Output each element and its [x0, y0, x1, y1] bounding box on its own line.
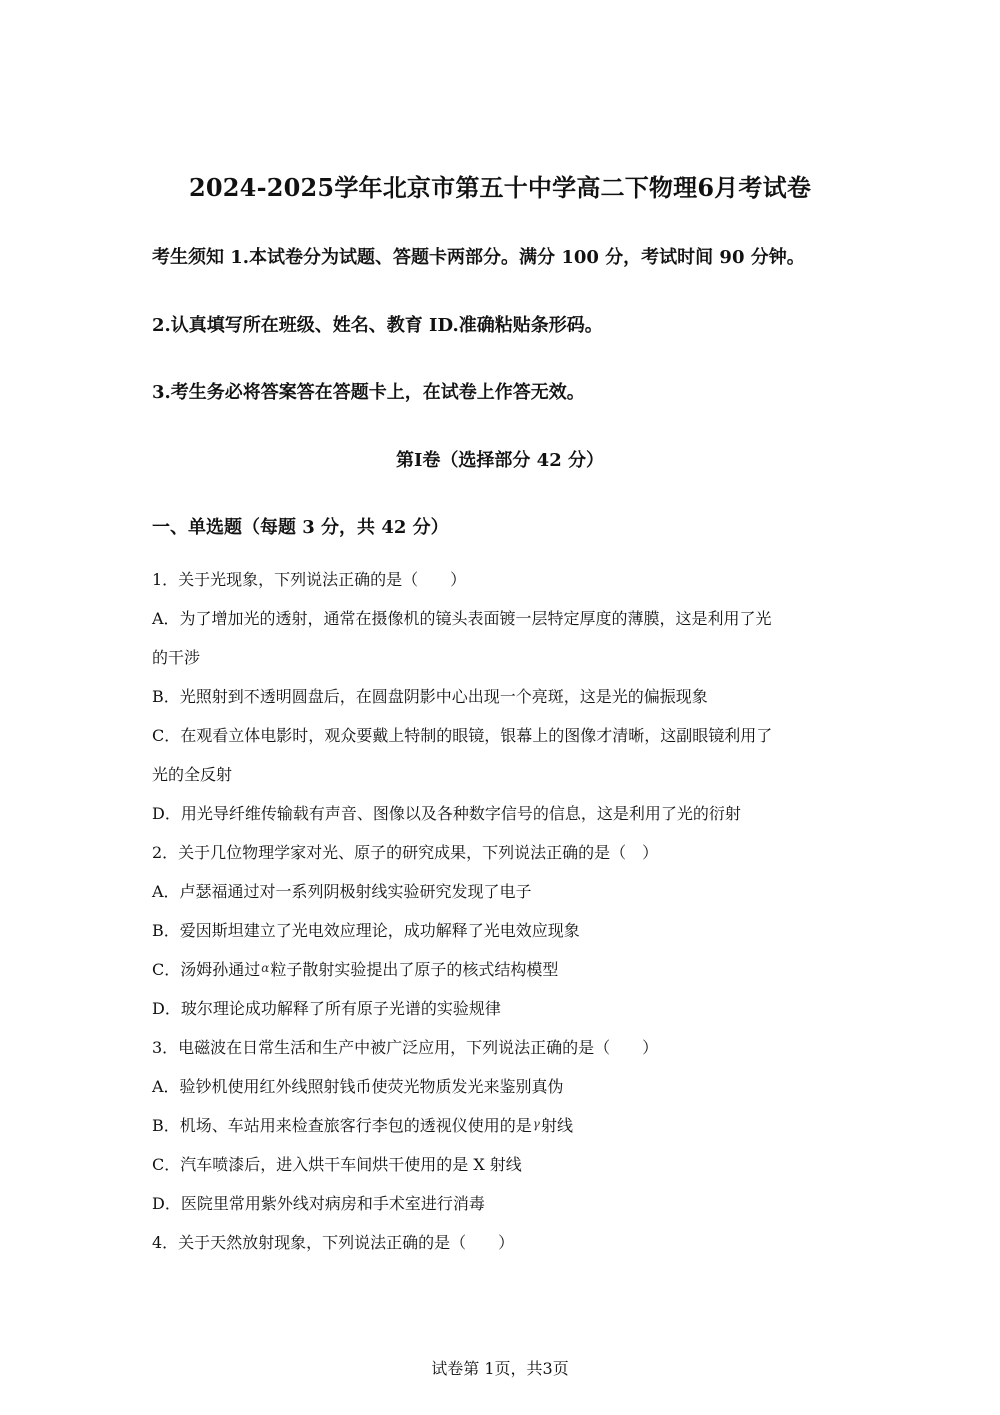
question-3-stem: 3．电磁波在日常生活和生产中被广泛应用，下列说法正确的是（ ）	[152, 1038, 659, 1057]
question-2-option-d: D．玻尔理论成功解释了所有原子光谱的实验规律	[152, 999, 501, 1018]
question-3-option-b-suffix: 射线	[540, 1116, 573, 1135]
question-2-option-c-prefix: C．汤姆孙通过	[152, 960, 261, 979]
question-1-option-a-cont: 的干涉	[152, 648, 201, 667]
question-2-option-b: B．爱因斯坦建立了光电效应理论，成功解释了光电效应现象	[152, 921, 580, 940]
question-4-stem: 4．关于天然放射现象，下列说法正确的是（ ）	[152, 1233, 515, 1252]
exam-title: 2024-2025学年北京市第五十中学高二下物理6月考试卷	[188, 173, 812, 202]
question-1-option-c-cont: 光的全反射	[152, 765, 233, 784]
exam-notice-2: 2.认真填写所在班级、姓名、教育 ID.准确粘贴条形码。	[152, 315, 603, 336]
question-2-option-c	[152, 957, 852, 980]
question-3-option-a: A．验钞机使用红外线照射钱币使荧光物质发光来鉴别真伪	[152, 1077, 564, 1096]
exam-notice-1: 考生须知 1.本试卷分为试题、答题卡两部分。满分 100 分，考试时间 90 分钟。	[152, 247, 805, 268]
gamma-symbol: γ	[532, 1117, 540, 1131]
question-3-option-b	[152, 1113, 852, 1136]
question-3-option-b-prefix: B．机场、车站用来检查旅客行李包的透视仪使用的是	[152, 1116, 532, 1135]
question-1-option-d: D．用光导纤维传输载有声音、图像以及各种数字信号的信息，这是利用了光的衍射	[152, 804, 741, 823]
alpha-symbol: α	[261, 961, 270, 975]
question-2-stem: 2．关于几位物理学家对光、原子的研究成果，下列说法正确的是（ ）	[152, 843, 659, 862]
exam-notice-3: 3.考生务必将答案答在答题卡上，在试卷上作答无效。	[152, 382, 585, 403]
page-footer: 试卷第 1页，共3页	[431, 1359, 569, 1378]
question-1-stem: 1．关于光现象，下列说法正确的是（ ）	[152, 570, 467, 589]
part-title: 一、单选题（每题 3 分，共 42 分）	[152, 517, 449, 538]
question-1-option-c: C．在观看立体电影时，观众要戴上特制的眼镜，银幕上的图像才清晰，这副眼镜利用了	[152, 726, 773, 745]
question-3-option-d: D．医院里常用紫外线对病房和手术室进行消毒	[152, 1194, 485, 1213]
question-1-option-a: A．为了增加光的透射，通常在摄像机的镜头表面镀一层特定厚度的薄膜，这是利用了光	[152, 609, 772, 628]
question-1-option-b: B．光照射到不透明圆盘后，在圆盘阴影中心出现一个亮斑，这是光的偏振现象	[152, 687, 708, 706]
question-2-option-c-suffix: 粒子散射实验提出了原子的核式结构模型	[270, 960, 559, 979]
question-2-option-a: A．卢瑟福通过对一系列阴极射线实验研究发现了电子	[152, 882, 532, 901]
question-3-option-c: C．汽车喷漆后，进入烘干车间烘干使用的是 X 射线	[152, 1155, 522, 1174]
section-title: 第Ⅰ卷（选择部分 42 分）	[395, 450, 604, 471]
